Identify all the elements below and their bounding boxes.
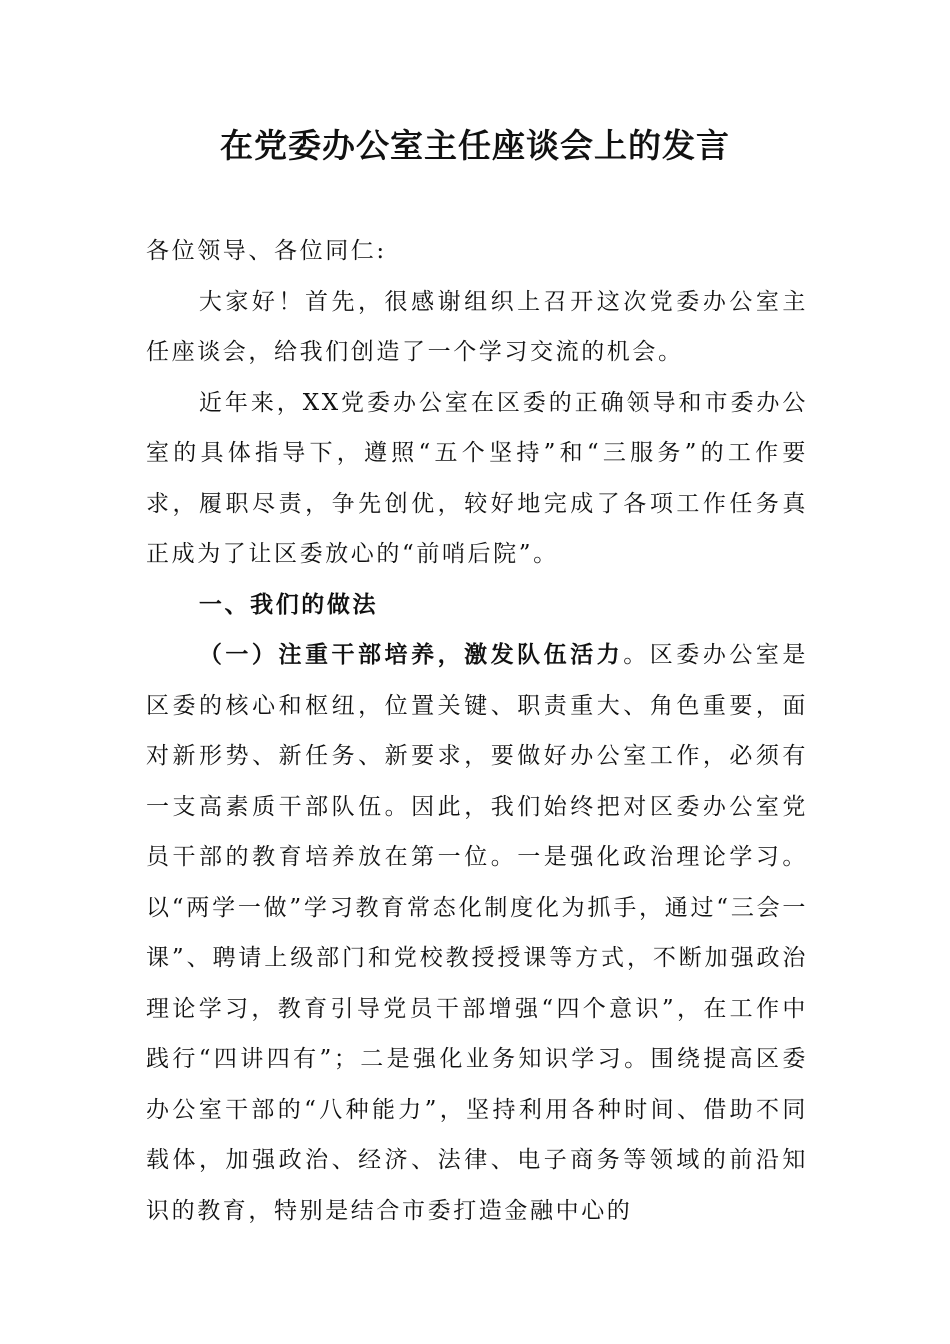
paragraph-overview: 近年来，XX党委办公室在区委的正确领导和市委办公室的具体指导下，遵照“五个坚持”和“三服务”的工作要求，履职尽责，争先创优，较好地完成了各项工作任务真正成为了让区委放心的“前哨后院”。 bbox=[146, 389, 808, 567]
section-heading: 一、我们的做法 bbox=[198, 591, 379, 618]
subsection-body: 。区委办公室是区委的核心和枢纽，位置关键、职责重大、角色重要，面对新形势、新任务、新要求，要做好办公室工作，必须有一支高素质干部队伍。因此，我们始终把对区委办公室党员干部的教育培养放在第一位。一是强化政治理论学习。以“两学一做”学习教育常态化制度化为抓手，通过“三会一课”、聘请上级部门和党校教授授课等方式，不断加强政治理论学习，教育引导党员干部增强“四个意识”，在工作中践行“四讲四有”；二是强化业务知识学习。围绕提高区委办公室干部的“八种能力”，坚持利用各种时间、借助不同载体，加强政治、经济、法律、电子商务等领域的前沿知识的教育，特别是结合市委打造金融中心的 bbox=[146, 642, 809, 1224]
subsection-paragraph bbox=[146, 630, 808, 1236]
document-body bbox=[146, 226, 808, 1236]
document-title: 在党委办公室主任座谈会上的发言 bbox=[220, 126, 730, 165]
paragraph-greeting: 大家好！首先，很感谢组织上召开这次党委办公室主任座谈会，给我们创造了一个学习交流的机会。 bbox=[146, 288, 808, 365]
subsection-heading: （一）注重干部培养，激发队伍活力 bbox=[198, 641, 624, 668]
salutation: 各位领导、各位同仁: bbox=[146, 238, 387, 264]
